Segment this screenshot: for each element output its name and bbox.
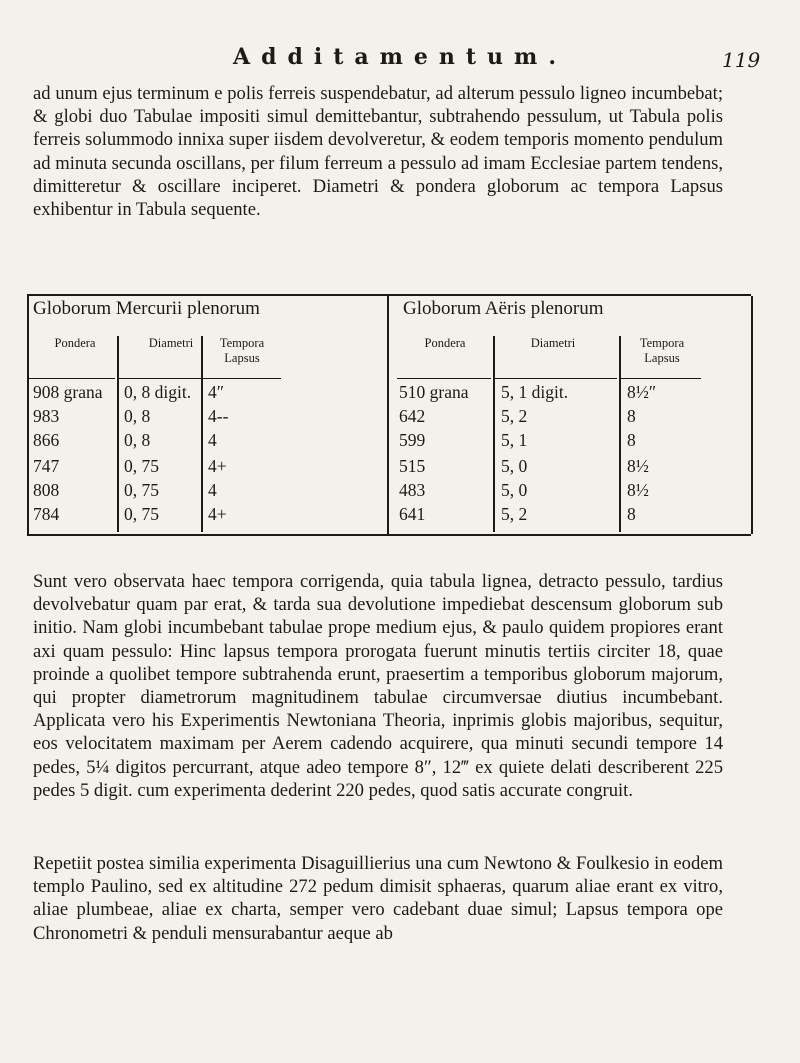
col-head-diametri: Diametri (530, 336, 576, 350)
table-cell: 5, 0 (501, 456, 528, 476)
header-rule (203, 378, 281, 379)
table-cell: 908 grana (33, 382, 103, 402)
col-head-pondera: Pondera (54, 336, 96, 350)
table-cell: 808 (33, 480, 60, 500)
table-group-mercury (27, 296, 384, 534)
column-divider (619, 336, 621, 532)
paragraph-repetition: Repetiit postea similia experimenta Disaguillierius una cum Newtono & Foulkesio in eodem templo Paulino, sed ex altitudine 272 pedum dimisit sphaeras, quarum aliae erant ex vitro, aliae plumbeae, aliae ex charta, semper vero cadebant duae simul; Lapsus tempora ope Chronometri & penduli mensurabantur aeque ab (33, 853, 723, 944)
table-group-air (387, 296, 753, 534)
header-rule (397, 378, 491, 379)
table-cell: 0, 75 (124, 504, 159, 524)
table-cell: 4 (208, 480, 217, 500)
group-title-air: Globorum Aëris plenorum (403, 298, 604, 319)
table-cell: 5, 1 (501, 430, 528, 450)
table-cell: 5, 2 (501, 406, 528, 426)
group-title-mercury: Globorum Mercurii plenorum (33, 298, 260, 319)
table-cell: 4+ (208, 504, 227, 524)
running-head: Additamentum. (233, 44, 567, 70)
column-divider (201, 336, 203, 532)
table-cell: 8½ (627, 456, 649, 476)
header-rule (119, 378, 201, 379)
table-cell: 8½″ (627, 382, 657, 402)
page-number: 119 (722, 48, 761, 72)
table-cell: 4″ (208, 382, 225, 402)
header-rule (495, 378, 617, 379)
table-cell: 599 (399, 430, 426, 450)
header-rule (29, 378, 115, 379)
results-table (27, 294, 751, 536)
table-cell: 0, 8 digit. (124, 382, 192, 402)
col-head-pondera: Pondera (424, 336, 466, 350)
table-cell: 4-- (208, 406, 229, 426)
column-divider (493, 336, 495, 532)
col-head-tempora: Tempora Lapsus (219, 336, 265, 365)
col-head-tempora: Tempora Lapsus (639, 336, 685, 365)
col-head-diametri: Diametri (148, 336, 194, 350)
table-cell: 642 (399, 406, 426, 426)
paragraph-intro: ad unum ejus terminum e polis ferreis suspendebatur, ad alterum pessulo ligneo incumbebat; & globi duo Tabulae impositi simul demittebantur, subtrahendo pessulum, ut Tabula polis ferreis solummodo innixa super iisdem devolveretur, & eodem temporis momento pendulum ad minuta secunda oscillans, per filum ferreum a pessulo ad imam Ecclesiae partem tendens, dimitteretur & oscillare inciperet. Diametri & pondera globorum ac tempora Lapsus exhibentur in Tabula sequente. (33, 83, 723, 221)
table-cell: 5, 2 (501, 504, 528, 524)
table-cell: 8 (627, 504, 636, 524)
table-cell: 5, 1 digit. (501, 382, 569, 402)
table-cell: 0, 8 (124, 406, 151, 426)
table-cell: 0, 75 (124, 480, 159, 500)
table-cell: 510 grana (399, 382, 469, 402)
column-divider (117, 336, 119, 532)
paragraph-corrections: Sunt vero observata haec tempora corrigenda, quia tabula lignea, detracto pessulo, tardius devolvebatur quam par erat, & tarda sua devolutione impediebat descensum globorum sub initio. Nam globi incumbebant tabulae prope medium ejus, & paulo quidem propiores erant axi quam pessulo: Hinc lapsus tempora prorogata fuerunt minutis tertiis circiter 18, quae proinde a quolibet tempore subtrahenda erunt, praesertim a temporibus globorum majorum, qui propter diametrorum magnitudinem tabulae circumversae diutius incumbebant. Applicata vero his Experimentis Newtoniana Theoria, inprimis globis majoribus, sequitur, eos velocitatem maximam per Aerem cadendo acquirere, qua minuti secundi tempore 14 pedes, 5¼ digitos percurrant, atque adeo tempore 8″, 12‴ ex quiete delati describerent 225 pedes 5 digit. cum experimenta dederint 220 pedes, quod satis accurate congruit. (33, 571, 723, 801)
table-cell: 0, 8 (124, 430, 151, 450)
table-cell: 8 (627, 406, 636, 426)
table-cell: 4+ (208, 456, 227, 476)
table-cell: 0, 75 (124, 456, 159, 476)
table-cell: 8 (627, 430, 636, 450)
table-cell: 866 (33, 430, 60, 450)
table-cell: 4 (208, 430, 217, 450)
table-cell: 983 (33, 406, 60, 426)
table-cell: 515 (399, 456, 426, 476)
table-cell: 747 (33, 456, 60, 476)
table-cell: 784 (33, 504, 60, 524)
table-cell: 641 (399, 504, 426, 524)
header-rule (621, 378, 701, 379)
table-cell: 483 (399, 480, 426, 500)
table-cell: 8½ (627, 480, 649, 500)
table-cell: 5, 0 (501, 480, 528, 500)
